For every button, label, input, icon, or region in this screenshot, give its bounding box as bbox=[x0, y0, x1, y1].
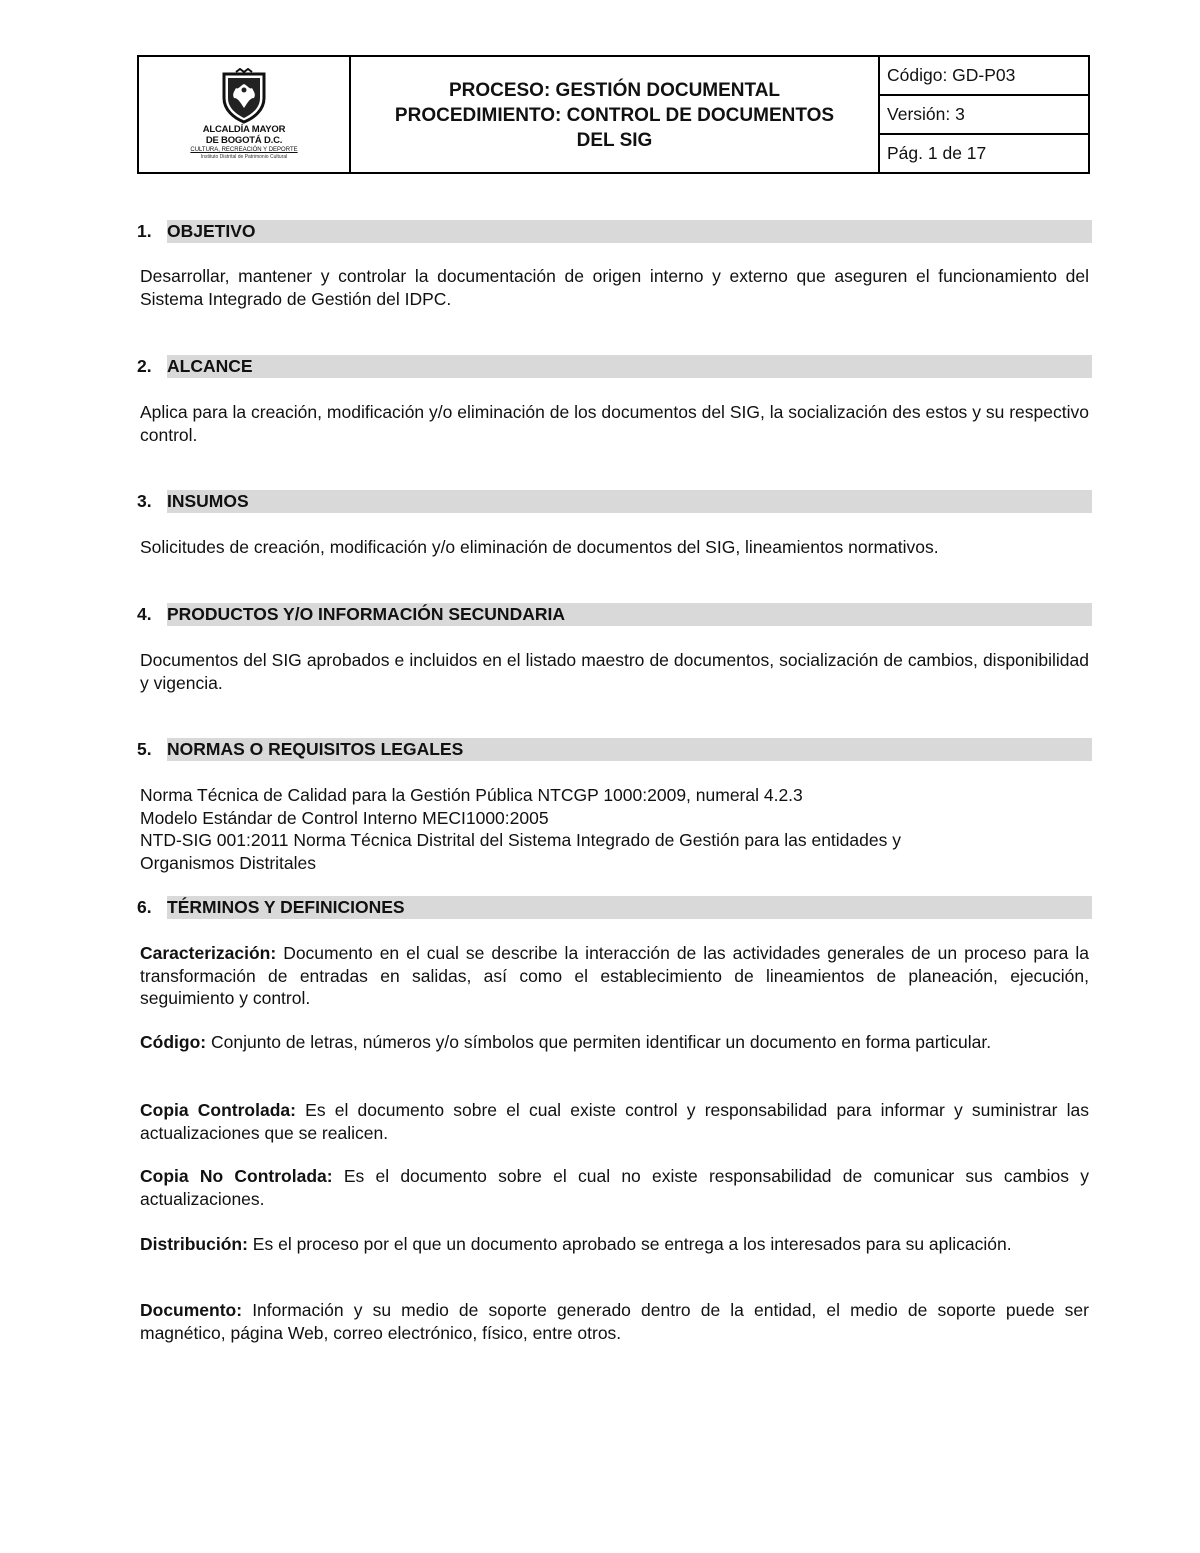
section-body-objetivo: Desarrollar, mantener y controlar la documentación de origen interno y externo que aseguren el funcionamiento del Sistema Integrado de Gestión del IDPC. bbox=[140, 266, 1089, 309]
section-heading-normas bbox=[137, 738, 1092, 761]
term-definition: Es el documento sobre el cual existe control y responsabilidad para informar y suministrar las actualizaciones que se realicen. bbox=[140, 1100, 1089, 1143]
version-cell: Versión: 3 bbox=[880, 96, 1088, 135]
section-heading-alcance bbox=[137, 355, 1092, 378]
title-line-2: PROCEDIMIENTO: CONTROL DE DOCUMENTOS bbox=[394, 105, 835, 126]
section-body-productos: Documentos del SIG aprobados e incluidos en el listado maestro de documentos, socialización de cambios, disponibilidad y vigencia. bbox=[140, 650, 1089, 693]
section-body-alcance: Aplica para la creación, modificación y/o eliminación de los documentos del SIG, la socialización des estos y su respectivo control. bbox=[140, 402, 1089, 445]
document-meta bbox=[880, 57, 1088, 172]
term-definition: Información y su medio de soporte generado dentro de la entidad, el medio de soporte puede ser magnético, página Web, correo electrónico, físico, entre otros. bbox=[140, 1300, 1089, 1343]
logo-line-3: CULTURA, RECREACIÓN Y DEPORTE bbox=[190, 147, 298, 153]
term-caracterizacion bbox=[140, 942, 1089, 1010]
norma-line: NTD-SIG 001:2011 Norma Técnica Distrital del Sistema Integrado de Gestión para las entidades y bbox=[140, 830, 901, 850]
section-heading-objetivo bbox=[137, 220, 1092, 243]
bogota-coat-of-arms-icon bbox=[216, 68, 272, 124]
section-number: 5. bbox=[137, 739, 152, 759]
term-codigo bbox=[140, 1031, 1089, 1054]
document-title bbox=[351, 57, 880, 172]
section-body-insumos: Solicitudes de creación, modificación y/o eliminación de documentos del SIG, lineamientos normativos. bbox=[140, 537, 939, 557]
logo-line-1: ALCALDÍA MAYOR bbox=[202, 124, 286, 135]
section-number: 1. bbox=[137, 221, 152, 241]
logo-line-2: DE BOGOTÁ D.C. bbox=[205, 135, 283, 146]
norma-line: Organismos Distritales bbox=[140, 852, 317, 873]
term-definition: Documento en el cual se describe la interacción de las actividades generales de un proceso para la transformación de entradas en salidas, así como el establecimiento de lineamientos de planeación, ejecución, seguimiento y control. bbox=[140, 943, 1089, 1008]
term-definition: Conjunto de letras, números y/o símbolos que permiten identificar un documento en forma particular. bbox=[210, 1032, 992, 1052]
section-title: OBJETIVO bbox=[167, 220, 1092, 243]
section-number: 6. bbox=[137, 897, 152, 917]
term-documento bbox=[140, 1299, 1089, 1344]
term-definition: Es el proceso por el que un documento aprobado se entrega a los interesados para su aplicación. bbox=[252, 1234, 1012, 1254]
term-label: Documento: bbox=[140, 1300, 243, 1320]
norma-line: Modelo Estándar de Control Interno MECI1000:2005 bbox=[140, 807, 549, 828]
section-number: 4. bbox=[137, 604, 152, 624]
document-header-table bbox=[137, 55, 1090, 174]
title-line-1: PROCESO: GESTIÓN DOCUMENTAL bbox=[448, 80, 781, 101]
term-label: Código: bbox=[140, 1032, 207, 1052]
codigo-cell: Código: GD-P03 bbox=[880, 57, 1088, 96]
section-number: 2. bbox=[137, 356, 152, 376]
term-copia-no-controlada bbox=[140, 1165, 1089, 1210]
section-number: 3. bbox=[137, 491, 152, 511]
term-copia-controlada bbox=[140, 1099, 1089, 1144]
term-label: Copia Controlada: bbox=[140, 1100, 296, 1120]
term-distribucion bbox=[140, 1233, 1089, 1256]
section-title: PRODUCTOS Y/O INFORMACIÓN SECUNDARIA bbox=[167, 603, 1092, 626]
title-line-3: DEL SIG bbox=[576, 130, 653, 151]
term-label: Caracterización: bbox=[140, 943, 277, 963]
page-number-cell: Pág. 1 de 17 bbox=[887, 143, 987, 163]
section-title: TÉRMINOS Y DEFINICIONES bbox=[167, 896, 1092, 919]
section-body-normas bbox=[140, 784, 1089, 874]
norma-line: Norma Técnica de Calidad para la Gestión Pública NTCGP 1000:2009, numeral 4.2.3 bbox=[140, 785, 803, 805]
section-heading-insumos bbox=[137, 490, 1092, 513]
section-heading-productos bbox=[137, 603, 1092, 626]
logo-cell bbox=[139, 57, 351, 172]
term-label: Distribución: bbox=[140, 1234, 248, 1254]
section-title: INSUMOS bbox=[167, 490, 1092, 513]
section-title: NORMAS O REQUISITOS LEGALES bbox=[167, 738, 1092, 761]
section-title: ALCANCE bbox=[167, 355, 1092, 378]
section-heading-terminos bbox=[137, 896, 1092, 919]
logo-line-4: Instituto Distrital de Patrimonio Cultural bbox=[200, 154, 288, 160]
term-definition: Es el documento sobre el cual no existe responsabilidad de comunicar sus cambios y actualizaciones. bbox=[140, 1166, 1089, 1209]
term-label: Copia No Controlada: bbox=[140, 1166, 333, 1186]
